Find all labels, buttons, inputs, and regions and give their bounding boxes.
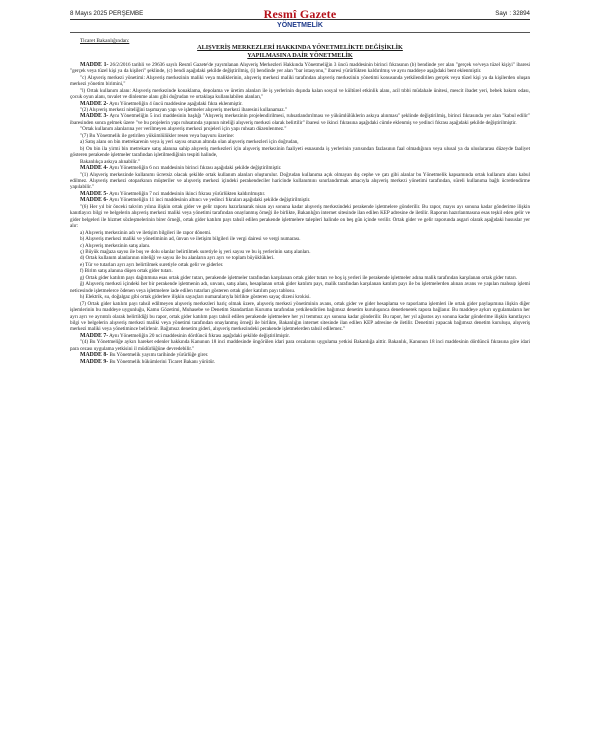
article-list (70, 62, 530, 365)
paragraph-text: b) On bin ila yirmi bin metrekare satış alanına sahip alışveriş merkezleri için alışveriş merkezinin faaliyeti esnasında iş yerlerinin yarısından fazlasının faal olmadığının veya ulusal ya da uluslararası düzeyde faaliyet gösteren perakende işletmeler tarafından işletilmediğinin tespiti halinde, (70, 145, 530, 159)
paragraph-text: Aynı Yönetmeliğin 4 üncü maddesine aşağıdaki fıkra eklenmiştir. (108, 100, 243, 107)
paragraph-text: "(1) Alışveriş merkezinde kullanımı ücretsiz olacak şekilde ortak kullanım alanları oluşturulur. Doğrudan kullanıma açık olmayan dış cephe ve çatı gibi alanlar bu Yönetmelik kapsamında ortak kullanım alanı kabul edilmez. Alışveriş merkezi otoparkının müşteriler ve alışveriş merkezi içindeki perakendeciler haricinde kullanımını sınırlandırmak amacıyla alışveriş merkezi yönetimi tarafından, süreli kullanıma bağlı ücretlendirme yapılabilir." (70, 171, 530, 191)
article-label: MADDE 1- (80, 61, 109, 68)
paragraph-text: h) Elektrik, su, doğalgaz gibi ortak giderlere ilişkin sayaçları numaralarıyla birlikte gösteren sayaç dizeni krokisi. (80, 294, 311, 301)
clause-paragraph (70, 339, 530, 352)
paragraph-text: Bu Yönetmelik yayımı tarihinde yürürlüğe girer. (108, 352, 209, 359)
paragraph-text: Bu Yönetmelik hükümlerini Ticaret Bakanı yürütür. (108, 358, 216, 365)
paragraph-text: "l) Ortak kullanım alanı: Alışveriş merkezinde konaklama, depolama ve üretim alanları ile iş yerlerinin dışında kalan sosyal ve kültürel etkinlik alanı, acil tıbbi müdahale ünitesi, mescit ibadet yeri, bebek bakım odası, çocuk oyun alanı, tuvalet ve dinlenme alanı gibi doğrudan ve ortaklaşa kullanılabilen alanları," (70, 87, 530, 101)
paragraph-text: 26/2/2016 tarihli ve 29636 sayılı Resmî Gazete'de yayımlanan Alışveriş Merkezleri Hakkında Yönetmeliğin 3 üncü maddesinin birinci fıkrasının (b) bendinde yer alan "gerçek ve/veya tüzel kişiyi" ibaresi "gerçek veya tüzel kişi ya da kişileri" şeklinde, (c) bendi aşağıdaki şekilde değiştirilmiş, (i) bendinde yer alan "bar istasyonu," ibaresi yürürlükten kaldırılmış ve aynı maddeye aşağıdaki bent eklenmiştir. (70, 61, 530, 75)
paragraph-text: Aynı Yönetmeliğin 20 nci maddesinin dördüncü fıkrası aşağıdaki şekilde değiştirilmiştir. (108, 332, 290, 339)
regulation-title (70, 44, 530, 58)
clause-paragraph (70, 281, 530, 294)
section-heading: YÖNETMELİK (277, 22, 323, 29)
article-label: MADDE 2- (80, 100, 109, 107)
article-paragraph (70, 62, 530, 75)
article-label: MADDE 5- (80, 190, 109, 197)
issue-date: 8 Mayıs 2025 PERŞEMBE (70, 10, 144, 17)
paragraph-text: ğ) Alışveriş merkezi içindeki her bir perakende işletmenin adı, unvanı, satış alanı, hesaplanan ortak gider katılım payı, malik tarafından karşılanan katılım payı ile bu işletmelerden alınan avans ve yapılan mahsup işlemi neticesinde işletmelerce ödenen veya işletmelere iade edilen tutarları gösteren ortak gider katılım payı tablosu. (70, 281, 530, 294)
regulation-body (70, 38, 530, 365)
paragraph-text: a) Satış alanı on bin metrekarenin veya iş yeri sayısı otuzun altında olan alışveriş merkezleri için doğrudan, (80, 139, 299, 146)
paragraph-text: Aynı Yönetmeliğin 5 inci maddesinin başlığı "Alışveriş merkezinin projelendirilmesi, ruhsatlandırılması ve yükümlülüklerin askıya alınması" şeklinde değiştirilmiş, birinci fıkrasında yer alan "kabul edilir" ibaresinden sonra gelmek üzere "ve bu projelerin yapı ruhsatında yapının niteliği alışveriş merkezi olarak belirtilir" ibaresi ve ikinci fıkrasına aşağıdaki cümle eklenmiş ve yedinci fıkrası aşağıdaki şekilde değiştirilmiştir. (70, 113, 530, 126)
paragraph-text: Aynı Yönetmeliğin 6 ncı maddesinin birinci fıkrası aşağıdaki şekilde değiştirilmiştir. (108, 165, 282, 172)
title-line-2: YAPILMASINA DAİR YÖNETMELİK (247, 51, 353, 59)
section-divider (70, 32, 530, 33)
paragraph-text: "(7) Bu Yönetmelik ile getirilen yükümlülükler resen veya başvuru üzerine: (80, 132, 235, 139)
paragraph-text: "(4) Bu Yönetmeliğe aykırı hareket edenler hakkında Kanunun 18 inci maddesinde öngörülen idari para cezalarını uygulama yetkisi Bakanlığa aittir. Bakanlık, Kanunun 18 inci maddesinin dördüncü fıkrasına göre idari para cezası uygulama yetkisini il müdürlüğüne devredebilir." (70, 339, 530, 352)
paragraph-text: "(2) Alışveriş merkezi niteliğini taşımayan yapı ve işletmeler alışveriş merkezi ibaresini kullanamaz." (80, 107, 287, 114)
paragraph-text: Aynı Yönetmeliğin 7 nci maddesinin ikinci fıkrası yürürlükten kaldırılmıştır. (108, 190, 266, 197)
issue-number: Sayı : 32894 (495, 10, 530, 17)
paragraph-text: g) Ortak gider katılım payı dağıtımına esas ortak gider tutarı, perakende işletmeler tarafından karşılanan ortak gider tutarı ve boş iş yerleri ile perakende işletmeler adına malik tarafından karşılanan ortak gider tutarı. (80, 274, 518, 281)
paragraph-text: a) Alışveriş merkezinin adı ve iletişim bilgileri ile rapor dönemi. (80, 229, 212, 236)
title-line-1: ALIŞVERİŞ MERKEZLERİ HAKKINDA YÖNETMELİKTE DEĞİŞİKLİK (197, 44, 403, 52)
article-label: MADDE 4- (80, 165, 109, 172)
paragraph-text: d) Ortak kullanım alanlarının niteliği ve sayısı ile bu alanların ayrı ayrı ve toplam büyüklükleri. (80, 255, 275, 262)
paragraph-text: (7) Ortak gider katılım payı tahsil edilmeyen alışveriş merkezleri hariç olmak üzere, alışveriş merkezi yönetiminin avans, ortak gider ve gider hesaplama ve raporlama işlemleri ile ortak gider paylaşımına ilişkin diğer işlemlerinin bu maddeye uygunluğu, Kamu Gözetimi, Muhasebe ve Denetim Standartları Kurumu tarafından yetkilendirilen bağımsız denetim kuruluşunca denetlenerek rapora bağlanır. Bu maddeye aykırı uygulamaların her ayrı ayrı ve ayrıntılı olarak belirtildiği bu rapor, ortak gider katılım payı tahsil edilen perakende işletmelere her yıl temmuz ayı sonuna kadar gönderilir. Bu rapor, her yıl ağustos ayı sonuna kadar gönderime ilişkin kanıtlayıcı bilgi ve belgelerin alışveriş merkezi maliki veya yönetimi tarafından onaylanmış örneği ile birlikte, Bakanlığın internet sitesinde ilan edilen KEP adresine de iletilir. Denetimi yapacak bağımsız denetim kuruluşu, alışveriş merkezi maliki veya yönetimince belirlenir. Bağımsız denetim gideri, alışveriş merkezindeki perakende işletmelerden tahsil edilemez." (70, 300, 530, 333)
paragraph-text: Bakanlıkça askıya alınabilir." (80, 158, 140, 165)
header-divider (70, 19, 530, 20)
paragraph-text: f) Birim satış alanına düşen ortak gider tutarı. (80, 268, 173, 275)
clause-paragraph (70, 204, 530, 230)
masthead-title: Resmî Gazete (263, 7, 337, 21)
paragraph-text: b) Alışveriş merkezi maliki ve yönetiminin ad, ünvan ve iletişim bilgileri ile vergi dairesi ve vergi numarası. (80, 236, 301, 243)
clause-paragraph (70, 75, 530, 88)
clause-paragraph (70, 146, 530, 159)
paragraph-text: "c) Alışveriş merkezi yönetimi: Alışveriş merkezinin maliki veya maliklerinin, alışveriş merkezi maliki tarafından alışveriş merkezinin yönetimi konusunda yetkilendirilen gerçek veya tüzel kişi ya da kişilerden oluşan merkezi yönetim birimini," (70, 74, 530, 88)
paragraph-text: Aynı Yönetmeliğin 11 inci maddesinin altıncı ve yedinci fıkraları aşağıdaki şekilde değiştirilmiştir. (108, 197, 311, 204)
paragraph-text: ç) Büyük mağaza sayısı ile boş ve dolu olanlar belirtilmek suretiyle iş yeri sayısı ve bu iş yerlerinin satış alanları. (80, 249, 311, 255)
issuing-institution: Ticaret Bakanlığından: (80, 38, 130, 44)
article-label: MADDE 9- (80, 358, 109, 365)
article-paragraph (70, 113, 530, 126)
clause-paragraph (70, 301, 530, 333)
article-label: MADDE 7- (80, 332, 109, 339)
paragraph-text: e) Tür ve tutarları ayrı ayrı belirtilmek suretiyle ortak gelir ve giderler. (80, 261, 224, 268)
article-paragraph (70, 359, 530, 365)
clause-paragraph (70, 172, 530, 191)
paragraph-text: c) Alışveriş merkezinin satış alanı. (80, 242, 151, 249)
clause-paragraph (70, 88, 530, 101)
paragraph-text: "(6) Her yıl bir önceki takvim yılına ilişkin ortak gider ve gelir raporu hazırlanarak nisan ayı sonuna kadar alışveriş merkezindeki perakende işletmelere gönderilir. Bu rapor, mayıs ayı sonuna kadar gönderime ilişkin kanıtlayıcı bilgi ve belgelerin alışveriş merkezi maliki veya yönetimi tarafından onaylanmış örneği ile birlikte, Bakanlığın internet sitesinde ilan edilen KEP adresine de iletilir. Raporun hazırlanmasına esas teşkil eden gelir ve gider belgeleri ile hizmet sözleşmelerinin birer örneği, ortak gider katılım payı tahsil edilen perakende işletmelere talepleri halinde on beş gün içinde verilir. Ortak gider ve gelir raporunda asgari olarak aşağıdaki hususlar yer alır: (70, 203, 530, 230)
paragraph-text: "Ortak kullanım alanlarına yer verilmeyen alışveriş merkezi projeleri için yapı ruhsatı düzenlenmez." (80, 126, 287, 133)
article-label: MADDE 3- (80, 113, 109, 120)
article-label: MADDE 6- (80, 197, 109, 204)
article-label: MADDE 8- (80, 352, 109, 359)
